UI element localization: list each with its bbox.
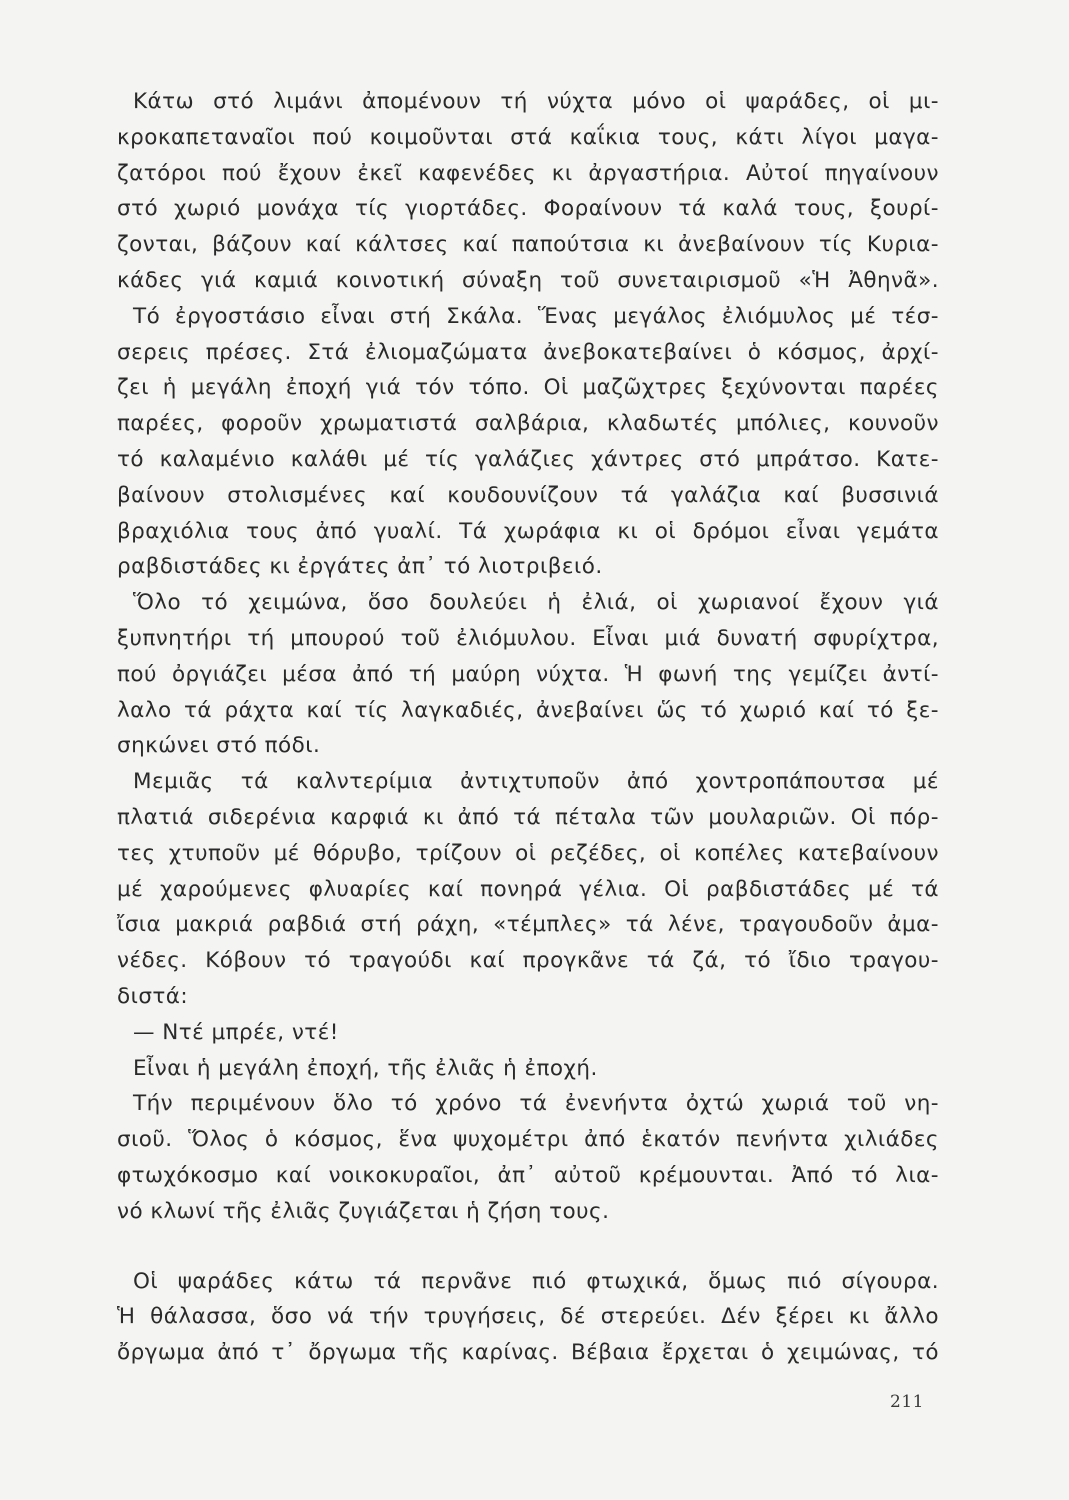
- text-line: ζονται, βάζουν καί κάλτσες καί παπούτσια κι ἀνεβαίνουν τίς Κυρια-: [117, 232, 939, 258]
- body-text: [117, 84, 939, 1371]
- text-line: φτωχόκοσμο καί νοικοκυραῖοι, ἀπ᾽ αὐτοῦ κρέμουνται. Ἀπό τό λια-: [117, 1162, 939, 1188]
- text-line: μέ χαρούμενες φλυαρίες καί πονηρά γέλια. Οἱ ραβδιστάδες μέ τά: [117, 876, 939, 902]
- text-line: ὄργωμα ἀπό τ᾽ ὄργωμα τῆς καρίνας. Βέβαια ἔρχεται ὁ χειμώνας, τό: [117, 1340, 939, 1366]
- text-line: — Ντέ μπρέε, ντέ!: [133, 1019, 339, 1045]
- text-line: ραβδιστάδες κι ἐργάτες ἀπ᾽ τό λιοτριβειό.: [117, 554, 603, 580]
- text-line: κροκαπεταναῖοι πού κοιμοῦνται στά καΐκια τους, κάτι λίγοι μαγα-: [117, 124, 939, 150]
- text-line: ζει ἡ μεγάλη ἐποχή γιά τόν τόπο. Οἱ μαζῶχτρες ξεχύνονται παρέες: [117, 375, 939, 401]
- text-line: βραχιόλια τους ἀπό γυαλί. Τά χωράφια κι οἱ δρόμοι εἶναι γεμάτα: [117, 518, 939, 544]
- text-line: νέδες. Κόβουν τό τραγούδι καί προγκᾶνε τά ζά, τό ἴδιο τραγου-: [117, 948, 939, 974]
- text-line: λαλο τά ράχτα καί τίς λαγκαδιές, ἀνεβαίνει ὥς τό χωριό καί τό ξε-: [117, 697, 939, 723]
- text-line: νό κλωνί τῆς ἐλιᾶς ζυγιάζεται ἡ ζήση τους.: [117, 1198, 610, 1224]
- text-line: Κάτω στό λιμάνι ἀπομένουν τή νύχτα μόνο οἱ ψαράδες, οἱ μι-: [133, 89, 939, 114]
- text-line: Ὅλο τό χειμώνα, ὅσο δουλεύει ἡ ἐλιά, οἱ χωριανοί ἔχουν γιά: [133, 590, 939, 616]
- text-line: σηκώνει στό πόδι.: [117, 733, 321, 759]
- text-line: Ἡ θάλασσα, ὅσο νά τήν τρυγήσεις, δέ στερεύει. Δέν ξέρει κι ἄλλο: [117, 1304, 939, 1330]
- text-line: ἴσια μακριά ραβδιά στή ράχη, «τέμπλες» τά λένε, τραγουδοῦν ἀμα-: [117, 912, 939, 938]
- text-line: παρέες, φοροῦν χρωματιστά σαλβάρια, κλαδωτές μπόλιες, κουνοῦν: [117, 411, 939, 437]
- text-line: Οἱ ψαράδες κάτω τά περνᾶνε πιό φτωχικά, ὅμως πιό σίγουρα.: [133, 1268, 939, 1294]
- text-line: ξυπνητήρι τή μπουρού τοῦ ἐλιόμυλου. Εἶναι μιά δυνατή σφυρίχτρα,: [117, 625, 939, 651]
- text-line: κάδες γιά καμιά κοινοτική σύναξη τοῦ συνεταιρισμοῦ «Ἡ Ἀθηνᾶ».: [117, 267, 939, 293]
- section-gap: [117, 1230, 939, 1264]
- text-line: διστά:: [117, 983, 189, 1009]
- text-line: Τό ἐργοστάσιο εἶναι στή Σκάλα. Ἕνας μεγάλος ἐλιόμυλος μέ τέσ-: [133, 303, 939, 329]
- text-line: σερεις πρέσες. Στά ἐλιομαζώματα ἀνεβοκατεβαίνει ὁ κόσμος, ἀρχί-: [117, 339, 939, 365]
- text-line: τό καλαμένιο καλάθι μέ τίς γαλάζιες χάντρες στό μπράτσο. Κατε-: [117, 446, 939, 472]
- text-line: πού ὀργιάζει μέσα ἀπό τή μαύρη νύχτα. Ἡ φωνή της γεμίζει ἀντί-: [117, 661, 939, 687]
- text-line: σιοῦ. Ὅλος ὁ κόσμος, ἕνα ψυχομέτρι ἀπό ἑκατόν πενήντα χιλιάδες: [117, 1127, 939, 1153]
- text-line: Μεμιᾶς τά καλντερίμια ἀντιχτυποῦν ἀπό χοντροπάπουτσα μέ: [133, 769, 939, 795]
- page-number: 211: [890, 1392, 924, 1412]
- text-line: Εἶναι ἡ μεγάλη ἐποχή, τῆς ἐλιᾶς ἡ ἐποχή.: [133, 1055, 598, 1081]
- text-line: Τήν περιμένουν ὅλο τό χρόνο τά ἐνενήντα ὀχτώ χωριά τοῦ νη-: [133, 1091, 939, 1117]
- text-line: βαίνουν στολισμένες καί κουδουνίζουν τά γαλάζια καί βυσσινιά: [117, 482, 939, 508]
- text-line: πλατιά σιδερένια καρφιά κι ἀπό τά πέταλα τῶν μουλαριῶν. Οἱ πόρ-: [117, 804, 939, 830]
- text-line: τες χτυποῦν μέ θόρυβο, τρίζουν οἱ ρεζέδες, οἱ κοπέλες κατεβαίνουν: [117, 840, 939, 866]
- text-line: ζατόροι πού ἔχουν ἐκεῖ καφενέδες κι ἀργαστήρια. Αὐτοί πηγαίνουν: [117, 160, 939, 186]
- text-line: στό χωριό μονάχα τίς γιορτάδες. Φοραίνουν τά καλά τους, ξουρί-: [117, 196, 939, 222]
